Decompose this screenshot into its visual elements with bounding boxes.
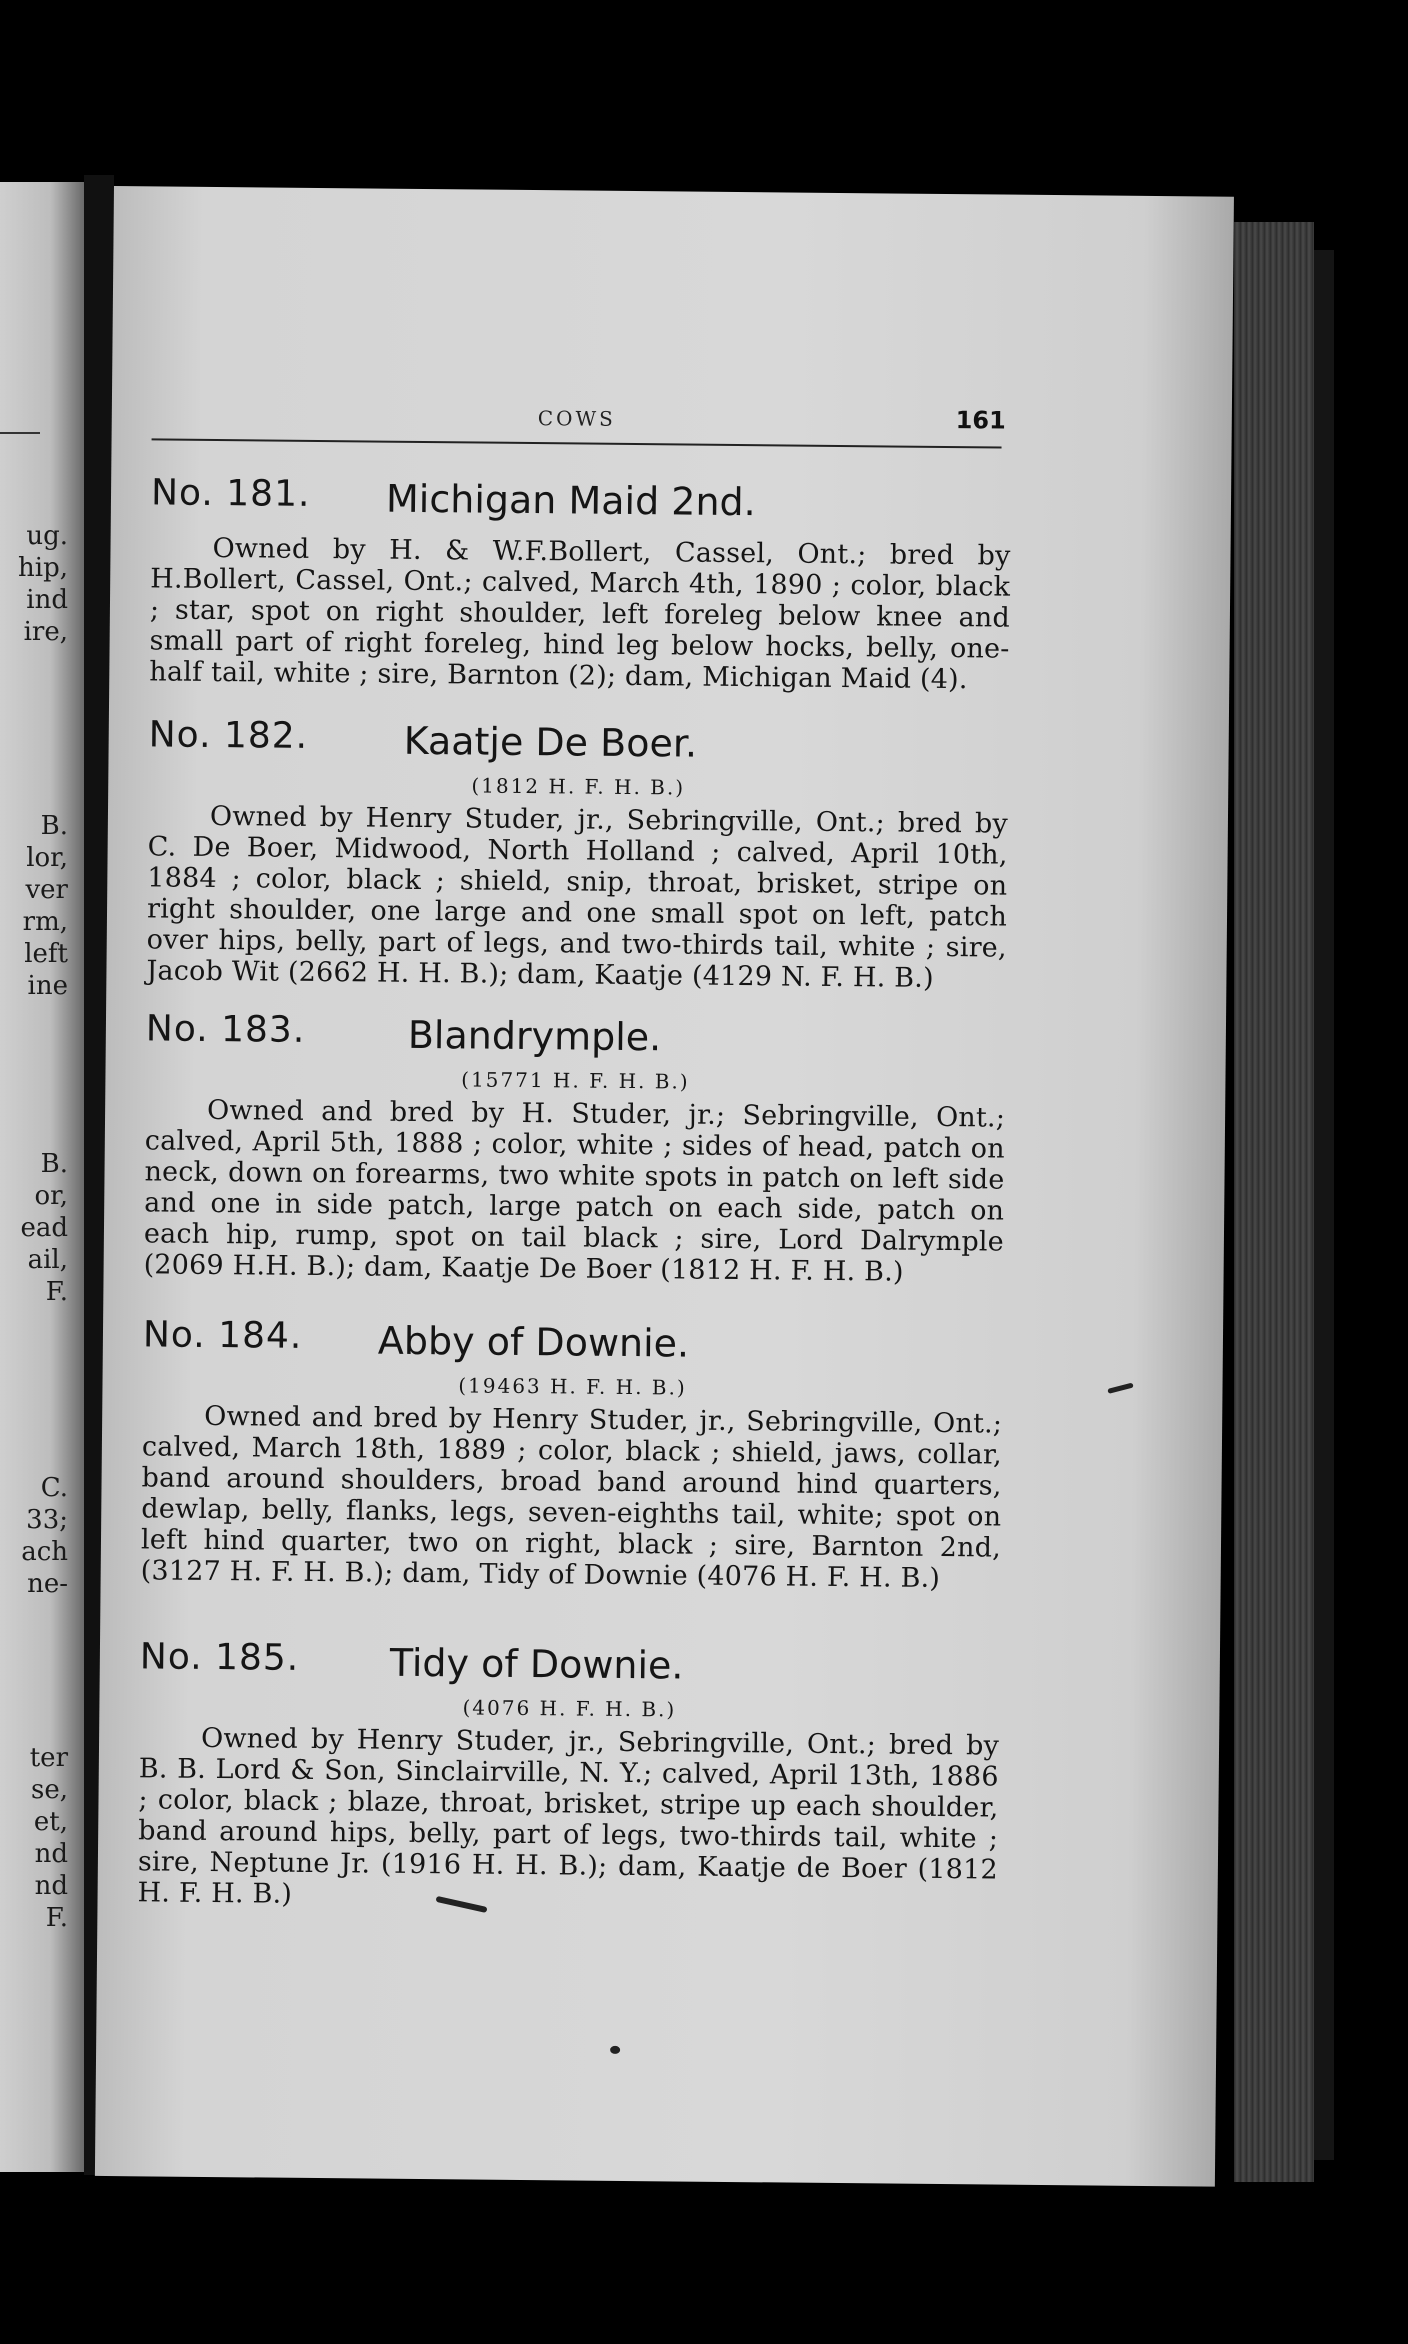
page-number: 161 <box>955 406 1006 435</box>
cow-name: Kaatje De Boer. <box>403 718 698 766</box>
entry-number: No. 182. <box>148 714 309 757</box>
herd-book-reference: (19463 H. F. H. B.) <box>458 1373 687 1400</box>
cow-name: Tidy of Downie. <box>389 1640 684 1688</box>
left-fragment: ead <box>20 1213 68 1243</box>
left-fragment: ug. <box>26 521 68 551</box>
entry-number: No. 183. <box>145 1008 306 1051</box>
left-fragment: ver <box>25 875 68 905</box>
cow-name: Abby of Downie. <box>377 1318 690 1366</box>
ink-spot <box>610 2046 620 2054</box>
previous-page-edge <box>0 182 84 2172</box>
left-fragment: ire, <box>23 617 68 647</box>
left-fragment: B. <box>40 1149 68 1179</box>
left-fragment: B. <box>40 811 68 841</box>
entry-181 <box>149 472 1011 695</box>
book-page <box>95 186 1234 2187</box>
running-title: COWS <box>537 406 616 431</box>
cow-name: Blandrymple. <box>407 1012 662 1060</box>
left-fragment: F. <box>45 1277 68 1307</box>
left-fragment: ach <box>21 1537 68 1567</box>
herd-book-reference: (15771 H. F. H. B.) <box>461 1067 690 1094</box>
page-edge-stack <box>1234 222 1314 2182</box>
entry-description: Owned and bred by Henry Studer, jr., Sebringville, Ont.; calved, March 18th, 1889 ; color, black ; shield, jaws, collar, band around shoulders, broad band around hind quarters, dewlap, belly, flanks, legs, seven-eighths tail, white; spot on left hind quarter, two on right, black ; sire, Barnton 2nd, (3127 H. F. H. B.); dam, Tidy of Downie (4076 H. F. H. B.) <box>140 1400 1003 1594</box>
left-fragment: 33; <box>26 1505 68 1535</box>
left-fragment: ne- <box>27 1569 68 1599</box>
entry-184 <box>141 1314 1004 1594</box>
ink-mark <box>1107 1383 1133 1394</box>
entry-description: Owned by Henry Studer, jr., Sebringville, Ont.; bred by B. B. Lord & Son, Sinclairville, N. Y.; calved, April 13th, 1886 ; color, black ; blaze, throat, brisket, stripe up each shoulder, band around hips, belly, part of legs, two-thirds tail, white ; sire, Neptune Jr. (1916 H. H. B.); dam, Kaatje de Boer (1812 H. F. H. B.) <box>137 1722 1000 1910</box>
herd-book-reference: (4076 H. F. H. B.) <box>462 1695 677 1722</box>
entry-description: Owned by Henry Studer, jr., Sebringville, Ont.; bred by C. De Boer, Midwood, North Holland ; calved, April 10th, 1884 ; color, black ; shield, snip, throat, brisket, stripe on right shoulder, one large and one small spot on left, patch over hips, belly, part of legs, and two-thirds tail, white ; sire, Jacob Wit (2662 H. H. B.); dam, Kaatje (4129 N. F. H. B.) <box>146 800 1009 994</box>
entry-number: No. 181. <box>150 472 311 515</box>
entry-heading <box>148 714 1008 770</box>
entry-183 <box>143 1008 1006 1288</box>
entry-number: No. 184. <box>142 1314 303 1357</box>
entry-description: Owned by H. & W.F.Bollert, Cassel, Ont.; bred by H.Bollert, Cassel, Ont.; calved, March 4th, 1890 ; color, black ; star, spot on right shoulder, left foreleg below knee and small part of right foreleg, hind leg below hocks, belly, one-half tail, white ; sire, Barnton (2); dam, Michigan Maid (4). <box>149 532 1011 696</box>
entry-number: No. 185. <box>139 1636 300 1679</box>
left-fragment: F. <box>45 1903 68 1933</box>
entry-heading <box>151 472 1011 528</box>
left-fragment: rm, <box>22 907 68 937</box>
left-fragment: se, <box>31 1775 68 1805</box>
left-fragment: left <box>24 939 68 969</box>
entry-heading <box>146 1008 1006 1064</box>
left-fragment: et, <box>33 1807 68 1837</box>
entry-description: Owned and bred by H. Studer, jr.; Sebringville, Ont.; calved, April 5th, 1888 ; color, white ; sides of head, patch on neck, down on forearms, two white spots in patch on left side and one in side patch, large patch on each side, patch on each hip, rump, spot on tail black ; sire, Lord Dalrymple (2069 H.H. B.); dam, Kaatje De Boer (1812 H. F. H. B.) <box>143 1094 1006 1288</box>
left-fragment: ter <box>29 1743 68 1773</box>
entry-heading <box>140 1636 1000 1692</box>
running-header <box>152 398 1006 448</box>
left-fragment: nd <box>34 1839 68 1869</box>
entry-heading <box>143 1314 1003 1370</box>
left-fragment: or, <box>34 1181 68 1211</box>
left-fragment: C. <box>40 1473 68 1503</box>
herd-book-reference: (1812 H. F. H. B.) <box>471 773 686 800</box>
entry-185 <box>137 1636 1000 1916</box>
left-fragment: nd <box>34 1871 68 1901</box>
left-fragment: ail, <box>27 1245 68 1275</box>
book-cover-edge <box>1314 250 1334 2160</box>
cow-name: Michigan Maid 2nd. <box>385 476 756 525</box>
left-fragment: ine <box>27 971 68 1001</box>
left-fragment: lor, <box>26 843 68 873</box>
entry-182 <box>146 714 1009 994</box>
previous-page-rule <box>0 432 40 434</box>
left-fragment: hip, <box>18 553 68 583</box>
left-fragment: ind <box>26 585 68 615</box>
